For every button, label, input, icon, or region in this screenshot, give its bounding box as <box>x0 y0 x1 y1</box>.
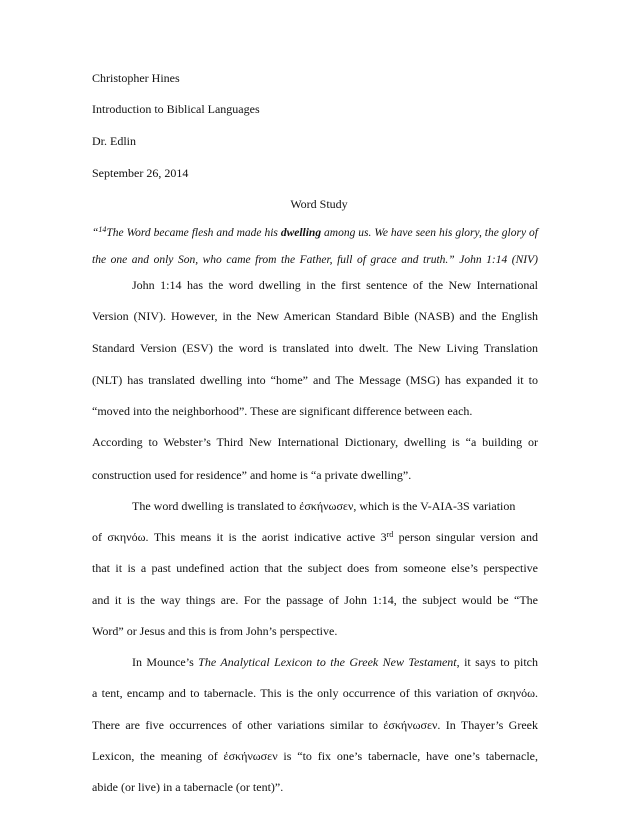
para2-line-1: The word dwelling is translated to ἐσκήνωσεν, which is the V-AIA-3S variation <box>132 498 516 513</box>
para2-line-4: and it is the way things are. For the passage of John 1:14, the subject would be “The <box>92 592 538 607</box>
para1-line-4: (NLT) has translated dwelling into “home” and The Message (MSG) has expanded it to <box>92 372 538 387</box>
para3-line-1-end: , it says to pitch <box>456 655 538 669</box>
quote-text-start: The Word became flesh and made his <box>106 226 281 239</box>
quote-text-end: among us. We have seen his glory, the glory of <box>321 226 538 239</box>
course-name: Introduction to Biblical Languages <box>92 102 260 117</box>
para2-line-5: Word” or Jesus and this is from John’s perspective. <box>92 623 338 638</box>
para3-line-5: abide (or live) in a tabernacle (or tent)”. <box>92 780 284 794</box>
para3-line-1 <box>132 655 538 669</box>
ordinal-suffix: rd <box>386 530 394 539</box>
lexicon-title: The Analytical Lexicon to the Greek New Testament <box>198 655 457 669</box>
para1-line-3: Standard Version (ESV) the word is translated into dwelt. The New Living Translation <box>92 340 538 355</box>
quote-open-mark: “ <box>92 226 99 239</box>
para3-line-4: Lexicon, the meaning of ἐσκήνωσεν is “to fix one’s tabernacle, have one’s tabernacle, <box>92 748 538 763</box>
scripture-quote-line-1 <box>92 226 538 240</box>
para1-line-7: construction used for residence” and home is “a private dwelling”. <box>92 467 412 482</box>
scripture-quote-line-2: the one and only Son, who came from the Father, full of grace and truth.” John 1:14 (NIV) <box>92 254 538 267</box>
para3-line-3: There are five occurrences of other variations similar to ἐσκήνωσεν. In Thayer’s Greek <box>92 717 538 732</box>
quote-emphasis: dwelling <box>280 226 322 239</box>
professor-name: Dr. Edlin <box>92 134 136 149</box>
para2-line-3: that it is a past undefined action that the subject does from someone else’s perspective <box>92 561 538 576</box>
para3-line-2: a tent, encamp and to tabernacle. This is the only occurrence of this variation of σκηνόω. <box>92 686 538 701</box>
para1-line-2: Version (NIV). However, in the New American Standard Bible (NASB) and the English <box>92 309 538 324</box>
para2-line-2 <box>92 530 538 544</box>
document-date: September 26, 2014 <box>92 165 189 180</box>
page-title: Word Study <box>290 196 348 211</box>
verse-number: 14 <box>98 224 107 234</box>
para1-line-5: “moved into the neighborhood”. These are significant difference between each. <box>92 404 473 419</box>
author-name: Christopher Hines <box>92 71 180 85</box>
para1-line-1: John 1:14 has the word dwelling in the first sentence of the New International <box>132 278 538 293</box>
para2-line-2-end: person singular version and <box>393 530 538 544</box>
para2-line-2-start: of σκηνόω. This means it is the aorist indicative active 3 <box>92 530 387 544</box>
para1-line-6: According to Webster’s Third New International Dictionary, dwelling is “a building or <box>92 435 538 450</box>
para3-line-1-start: In Mounce’s <box>132 655 199 669</box>
